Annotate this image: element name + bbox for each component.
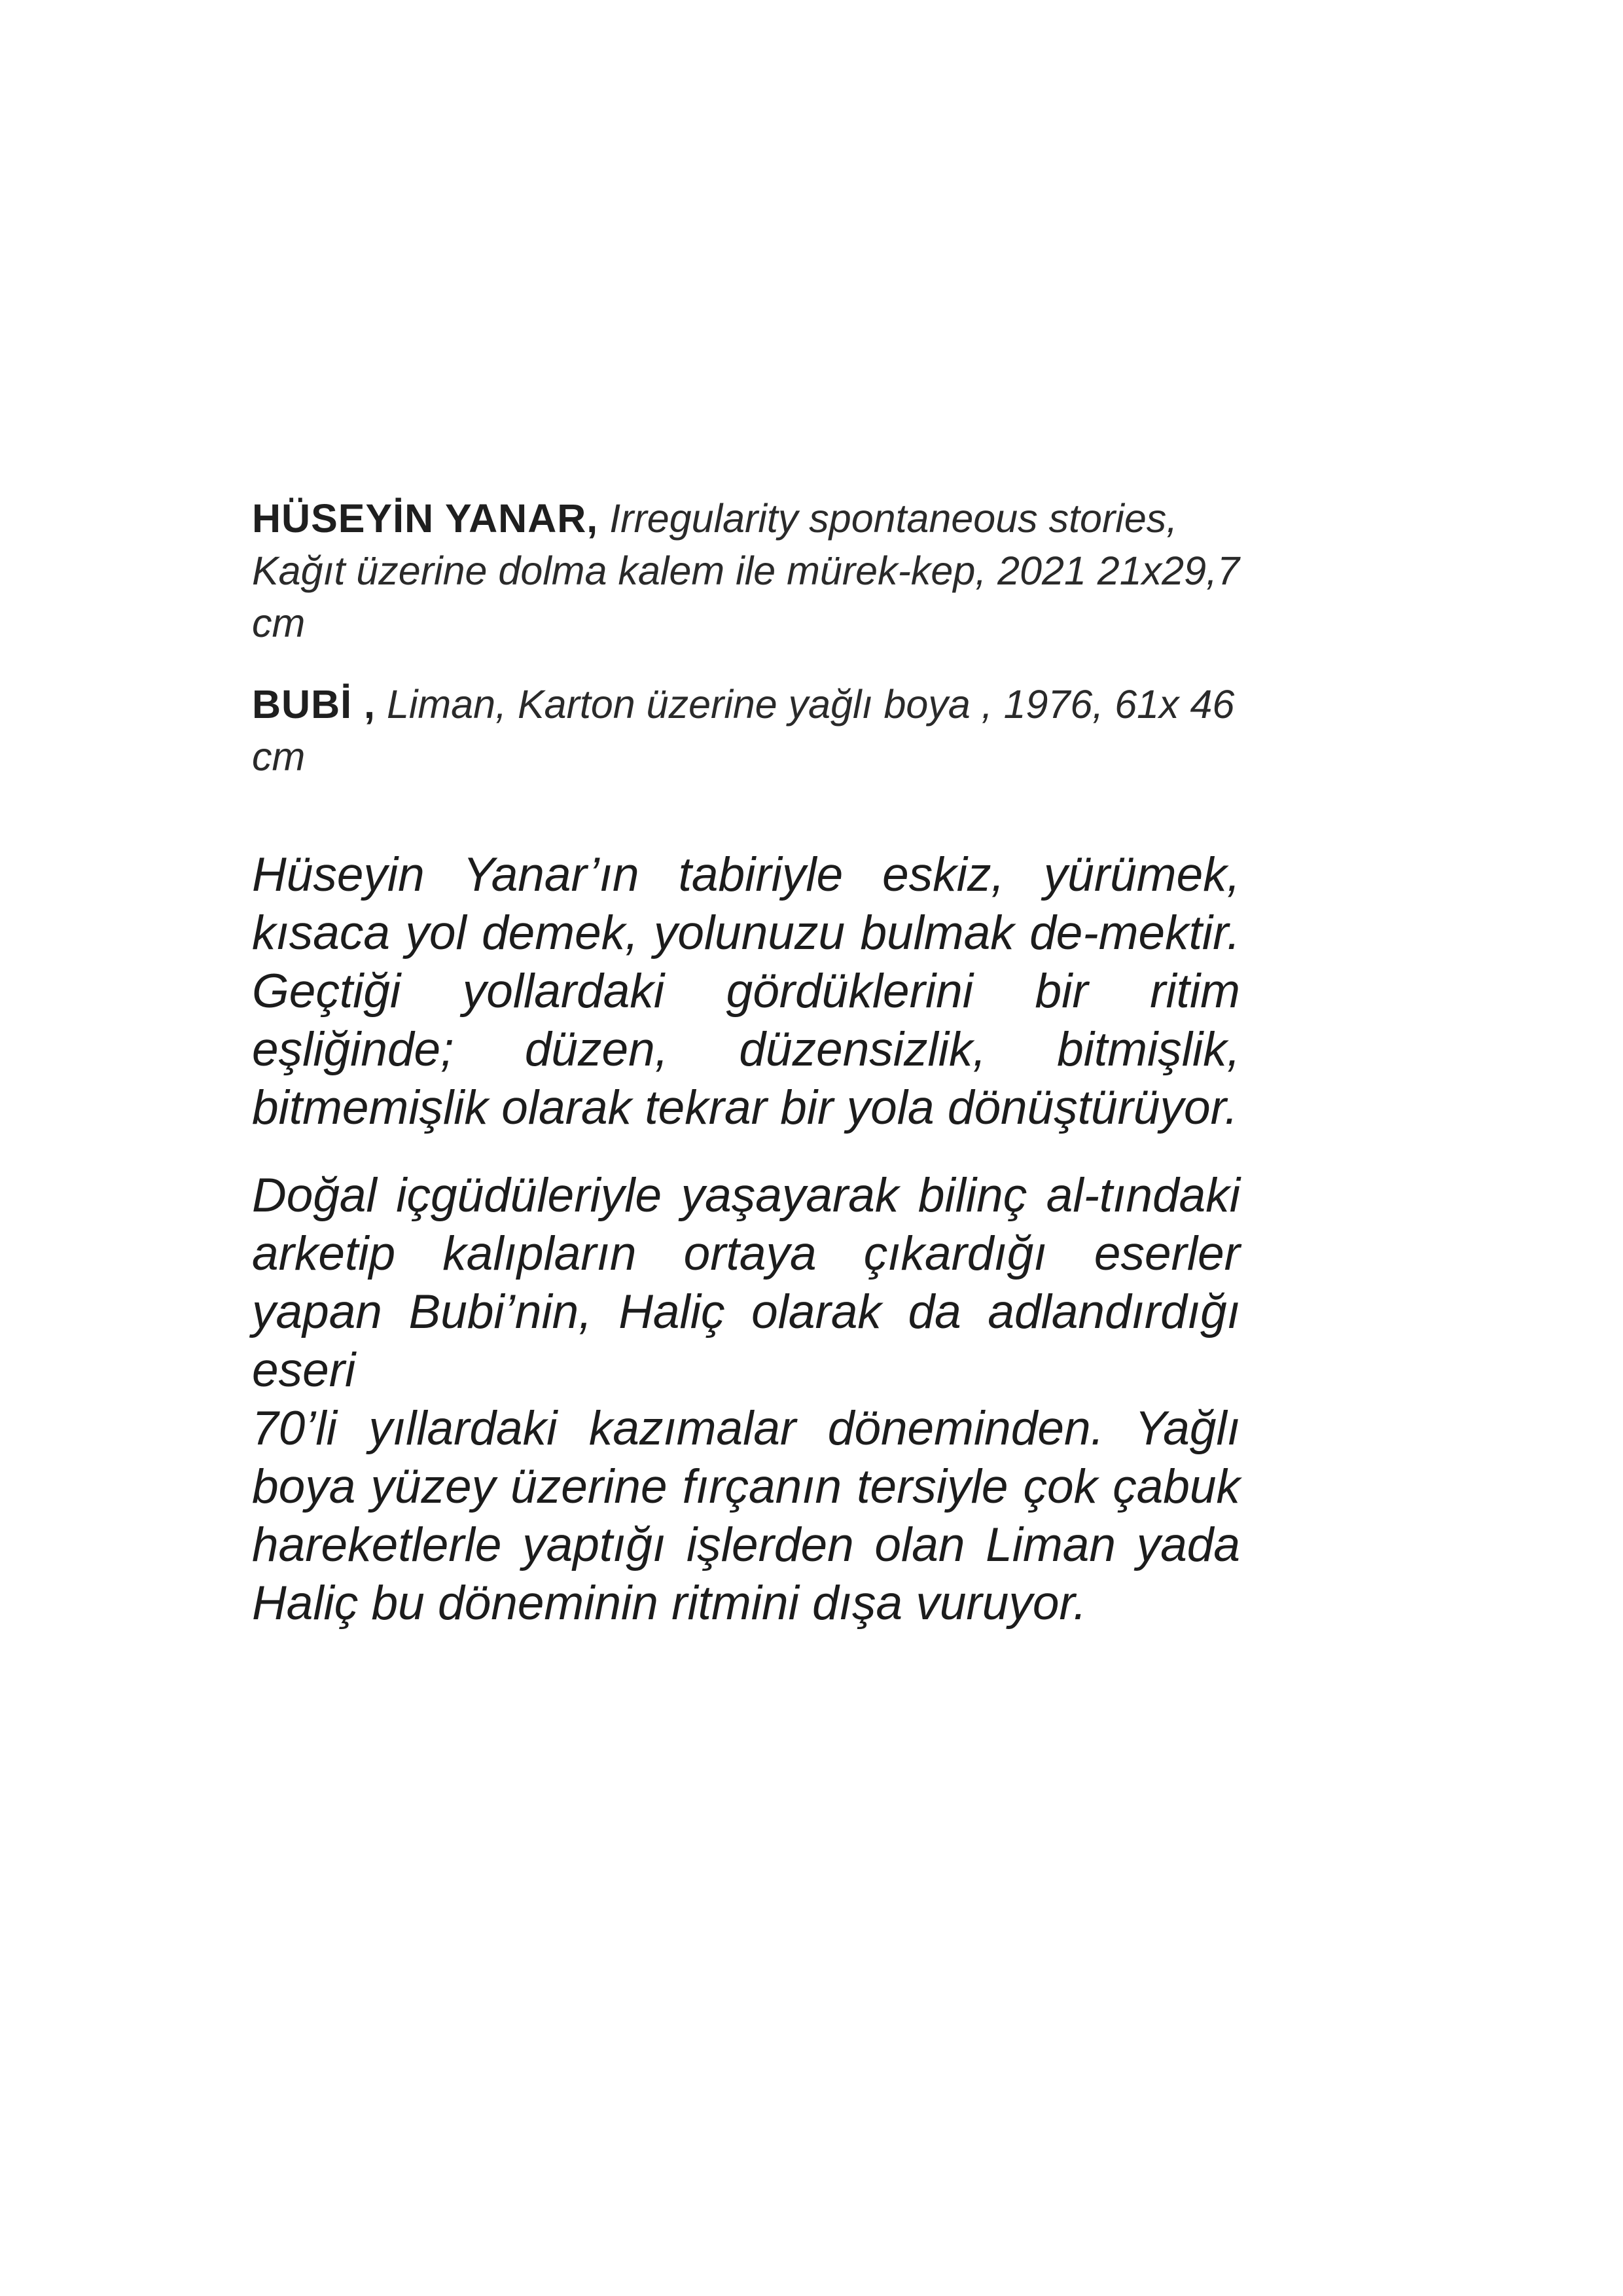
artist-name: BUBİ , bbox=[252, 682, 376, 726]
artwork-details: Irregularity spontaneous stories, Kağıt üzerine dolma kalem ile mürek-kep, 2021 21x29,7 cm bbox=[252, 496, 1240, 645]
paragraph-yanar: Hüseyin Yanar’ın tabiriyle eskiz, yürümek, kısaca yol demek, yolunuzu bulmak de-mektir. Geçtiği yollardaki gördüklerini bir ritim eşliğinde; düzen, düzensizlik, bitmişlik, bitmemişlik olarak tekrar bir yola dönüştürüyor. bbox=[252, 848, 1240, 1134]
body-text bbox=[252, 846, 1240, 1632]
artwork-captions bbox=[252, 492, 1247, 783]
artwork-details: Liman, Karton üzerine yağlı boya , 1976, 61x 46 cm bbox=[252, 682, 1235, 779]
paragraph-bubi: Doğal içgüdüleriyle yaşayarak bilinç al-tındaki arketip kalıpların ortaya çıkardığı eserler yapan Bubi’nin, Haliç olarak da adlandırdığı eseri 70’li yıllardaki kazımalar döneminden. Yağlı boya yüzey üzerine fırçanın tersiyle çok çabuk hareketlerle yaptığı işlerden olan Liman yada Haliç bu döneminin ritmini dışa vuruyor. bbox=[252, 1169, 1240, 1630]
caption-bubi bbox=[252, 678, 1247, 783]
caption-huseyin-yanar bbox=[252, 492, 1247, 649]
artist-name: HÜSEYİN YANAR, bbox=[252, 496, 599, 541]
